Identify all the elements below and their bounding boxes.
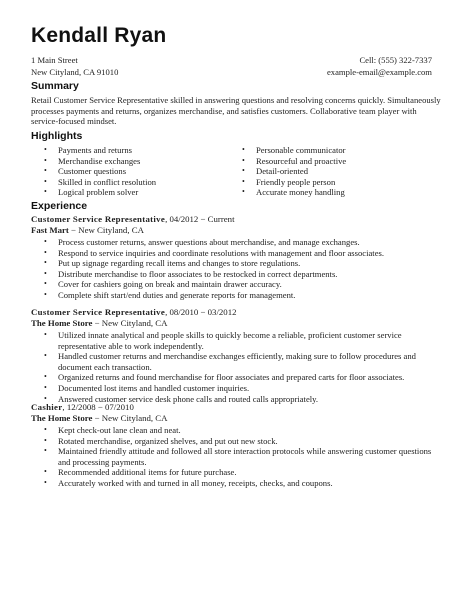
list-item: • Organized returns and found merchandise for floor associates and prepared carts for floor associates. [44, 372, 405, 383]
list-item: • Resourceful and proactive [242, 155, 347, 166]
job-title-line [31, 402, 441, 413]
job-title: Customer Service Representative [31, 307, 166, 317]
highlights-column-1 [44, 145, 156, 198]
list-item: • Accurate money handling [242, 187, 345, 197]
bullet-icon: • [44, 237, 47, 246]
bullet-icon: • [242, 145, 245, 154]
list-item: • Merchandise exchanges [44, 155, 141, 166]
list-item: • Payments and returns [44, 145, 132, 155]
phone-number: Cell: (555) 322-7337 [359, 55, 432, 65]
list-item: • Accurately worked with and turned in all money, receipts, checks, and coupons. [44, 477, 333, 488]
summary-text: Retail Customer Service Representative skilled in answering questions and resolving concerns quickly. Simultaneously processes payments and returns, organizes merchandise, and satisfies customers. Collaborative team player with service-focused mindset. [31, 95, 441, 127]
list-item: • Complete shift start/end duties and generate reports for management. [44, 289, 296, 300]
job-duties [44, 425, 441, 489]
list-item: • Respond to service inquiries and coordinate resolutions with management and floor associates. [44, 247, 385, 258]
job-dates: , 08/2010 − 03/2012 [165, 307, 237, 317]
bullet-icon: • [44, 258, 47, 268]
list-item: • Personable communicator [242, 145, 346, 155]
bullet-icon: • [242, 176, 245, 186]
job-title: Cashier [31, 402, 63, 412]
bullet-icon: • [44, 446, 47, 456]
highlights-heading: Highlights [31, 130, 83, 142]
bullet-icon: • [242, 166, 245, 175]
bullet-icon: • [242, 155, 245, 165]
list-item: • Friendly people person [242, 176, 336, 187]
list-item: • Maintained friendly attitude and followed all store interaction protocols while answering customer questions and processing payments. [44, 446, 432, 467]
bullet-icon: • [44, 279, 47, 289]
address-line-1: 1 Main Street [31, 55, 78, 65]
company-name: The Home Store [31, 318, 93, 328]
bullet-icon: • [44, 435, 47, 445]
bullet-icon: • [44, 247, 47, 257]
bullet-icon: • [44, 393, 47, 403]
list-item: • Utilized innate analytical and people skills to quickly become a reliable, proficient customer service representative able to work independently. [44, 330, 402, 351]
bullet-icon: • [44, 467, 47, 477]
list-item: • Customer questions [44, 166, 127, 176]
job-location: − New Cityland, CA [92, 318, 168, 328]
job-entry [31, 214, 441, 301]
bullet-icon: • [44, 351, 47, 361]
job-title-line [31, 307, 441, 318]
bullet-icon: • [44, 145, 47, 154]
job-entry [31, 307, 441, 404]
experience-heading: Experience [31, 200, 88, 212]
bullet-icon: • [44, 289, 47, 299]
job-entry [31, 402, 441, 489]
list-item: • Process customer returns, answer questions about merchandise, and manage exchanges. [44, 237, 360, 247]
list-item: • Detail-oriented [242, 166, 309, 176]
list-item: • Documented lost items and handled customer inquiries. [44, 382, 250, 393]
list-item: • Skilled in conflict resolution [44, 176, 157, 187]
bullet-icon: • [44, 176, 47, 186]
contact-block [327, 55, 432, 78]
highlights-column-2 [242, 145, 346, 198]
list-item: • Distribute merchandise to floor associates to be restocked in correct departments. [44, 268, 338, 279]
job-title: Customer Service Representative [31, 214, 166, 224]
address-block [31, 55, 118, 78]
list-item: • Handled customer returns and merchandise exchanges efficiently, making sure to follow procedures and document each transaction. [44, 351, 416, 372]
list-item: • Put up signage regarding recall items and changes to store regulations. [44, 258, 301, 269]
job-dates: , 12/2008 − 07/2010 [62, 402, 134, 412]
bullet-icon: • [44, 166, 47, 175]
job-company-line [31, 413, 441, 424]
bullet-icon: • [44, 268, 47, 278]
job-company-line [31, 318, 441, 329]
bullet-icon: • [44, 330, 47, 339]
list-item: • Answered customer service desk phone calls and routed calls appropriately. [44, 393, 319, 404]
list-item: • Recommended additional items for future purchase. [44, 467, 237, 478]
list-item: • Cover for cashiers going on break and maintain drawer accuracy. [44, 279, 282, 290]
job-location: − New Cityland, CA [68, 225, 144, 235]
bullet-icon: • [242, 187, 245, 196]
bullet-icon: • [44, 477, 47, 487]
job-location: − New Cityland, CA [92, 413, 168, 423]
list-item: • Rotated merchandise, organized shelves, and put out new stock. [44, 435, 278, 446]
list-item: • Kept check-out lane clean and neat. [44, 425, 181, 435]
job-duties [44, 330, 441, 404]
job-title-line [31, 214, 441, 225]
bullet-icon: • [44, 155, 47, 165]
job-duties [44, 237, 441, 301]
job-dates: , 04/2012 − Current [165, 214, 235, 224]
list-item: • Logical problem solver [44, 187, 139, 197]
bullet-icon: • [44, 382, 47, 392]
job-company-line [31, 225, 441, 236]
bullet-icon: • [44, 425, 47, 434]
bullet-icon: • [44, 187, 47, 196]
bullet-icon: • [44, 372, 47, 382]
company-name: Fast Mart [31, 225, 69, 235]
company-name: The Home Store [31, 413, 93, 423]
summary-heading: Summary [31, 80, 79, 92]
email-address[interactable]: example-email@example.com [326, 66, 432, 77]
candidate-name: Kendall Ryan [31, 24, 167, 47]
address-line-2: New Cityland, CA 91010 [31, 66, 119, 77]
